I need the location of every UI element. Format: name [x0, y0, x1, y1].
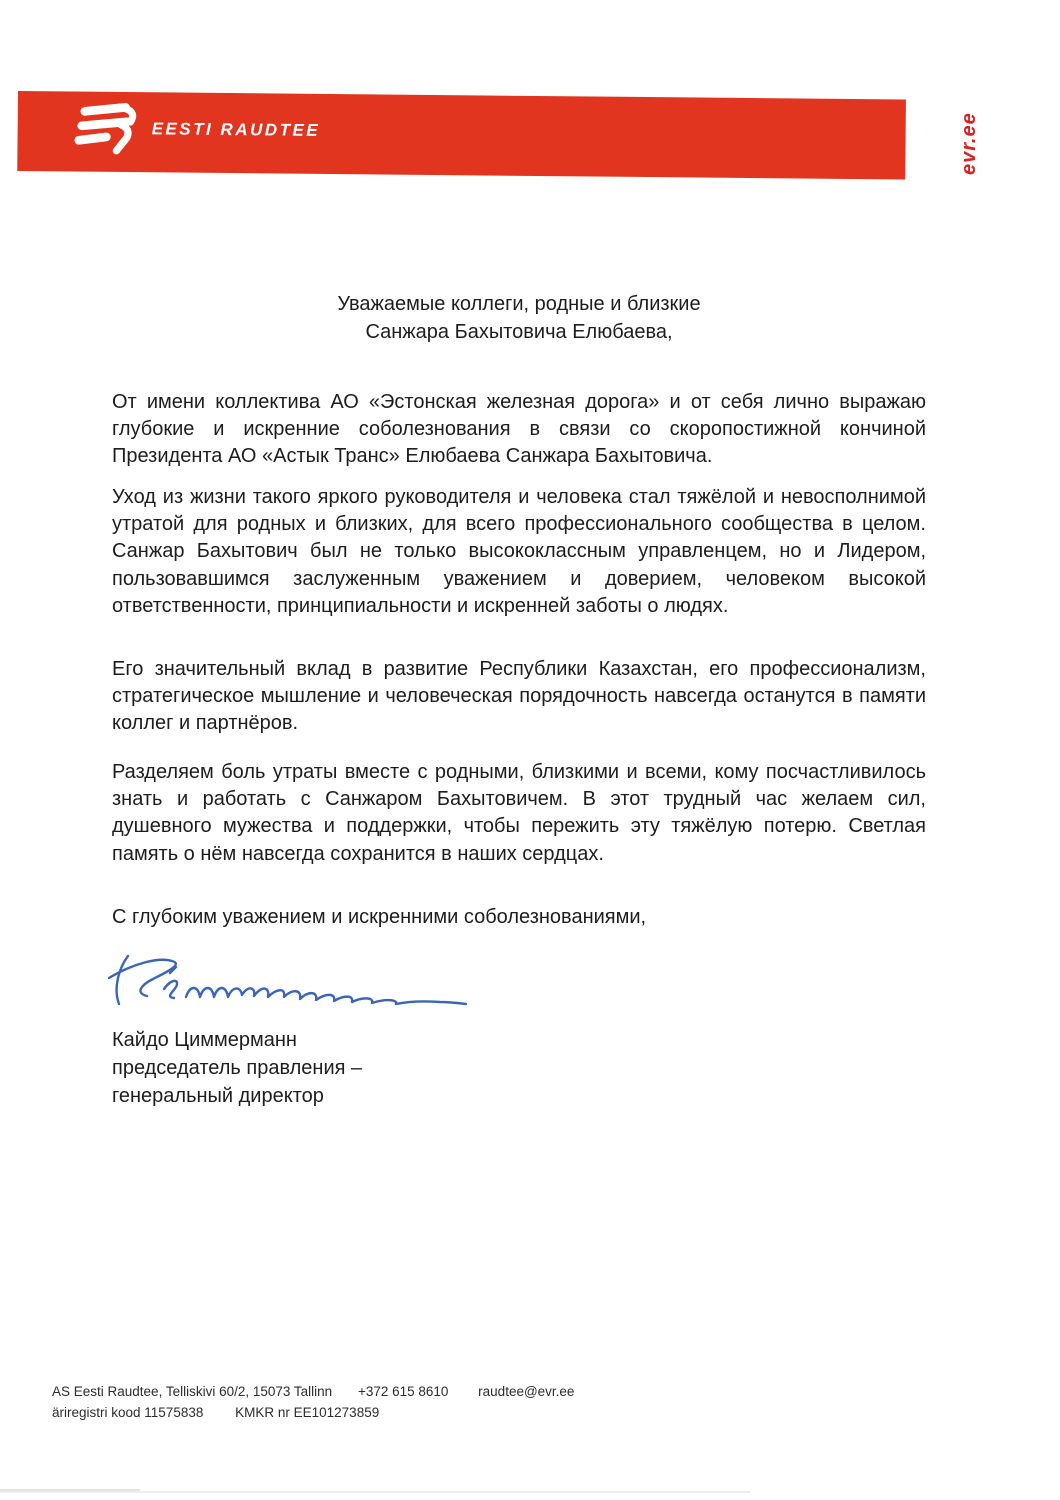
scan-edge-artifact [0, 1491, 750, 1493]
company-address: AS Eesti Raudtee, Telliskivi 60/2, 15073 Tallinn [52, 1384, 333, 1399]
signatory-title-line-1: председатель правления – [112, 1057, 363, 1079]
vat-number: KMKR nr EE101273859 [235, 1405, 380, 1420]
closing-line: С глубоким уважением и искренними соболезнованиями, [112, 906, 647, 928]
brand-name: EESTI RAUDTEE [151, 119, 321, 140]
letterhead-footer [52, 1381, 752, 1423]
header-banner [17, 91, 906, 180]
paragraph-2: Уход из жизни такого яркого руководителя и человека стал тяжёлой и невосполнимой утратой для родных и близких, для всего профессионального сообщества в целом. Санжар Бахытович был не только высококлассным управленцем, но и Лидером, пользовавшимся заслуженным уважением и доверием, человеком высокой ответственности, принципиальности и искренней заботы о людях. [112, 486, 926, 617]
company-phone: +372 615 8610 [357, 1384, 449, 1399]
signatory-block [112, 1026, 712, 1110]
signatory-name: Кайдо Циммерманн [112, 1029, 297, 1051]
registry-code: äriregistri kood 11575838 [52, 1405, 204, 1420]
footer-registry-row [52, 1402, 752, 1423]
salutation-line-2: Санжара Бахытовича Елюбаева, [365, 320, 673, 343]
paragraph-1: От имени коллектива АО «Эстонская железная дорога» и от себя лично выражаю глубокие и искренние соболезнования в связи со скоропостижной кончиной Президента АО «Астык Транс» Елюбаева Санжара Бахытовича. [112, 391, 926, 468]
scan-edge-artifact-dark [0, 1489, 140, 1491]
salutation [112, 291, 926, 346]
salutation-line-1: Уважаемые коллеги, родные и близкие [337, 293, 701, 315]
paragraph-4: Разделяем боль утраты вместе с родными, близкими и всеми, кому посчастливилось знать и работать с Санжаром Бахытовичем. В этот трудный час желаем сил, душевного мужества и поддержки, чтобы пережить эту тяжёлую потерю. Светлая память о нём навсегда сохранится в наших сердцах. [112, 761, 926, 865]
eesti-raudtee-logo-icon [63, 102, 138, 161]
company-email: raudtee@evr.ee [478, 1384, 575, 1399]
signatory-title-line-2: генеральный директор [112, 1085, 324, 1107]
handwritten-signature-icon [104, 948, 478, 1020]
website-vertical-label: evr.ee [958, 112, 980, 175]
footer-contact-row [52, 1381, 752, 1402]
paragraph-3: Его значительный вклад в развитие Республики Казахстан, его профессионализм, стратегическое мышление и человеческая порядочность навсегда останутся в памяти коллег и партнёров. [112, 658, 926, 735]
